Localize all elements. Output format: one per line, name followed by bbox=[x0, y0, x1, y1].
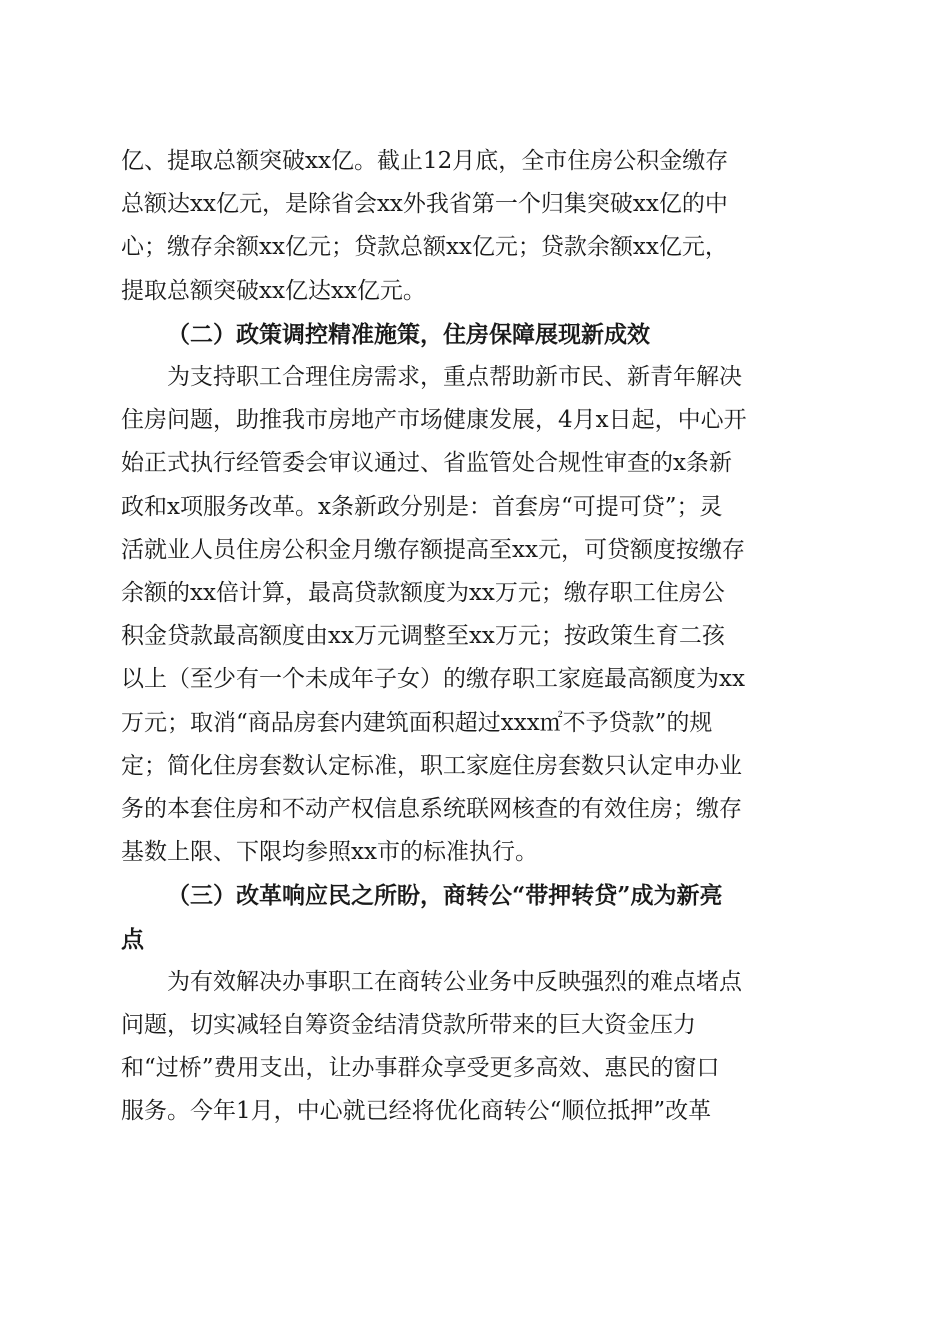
section-heading-3: （三）改革响应民之所盼，商转公“带押转贷”成为新亮 点 bbox=[121, 882, 723, 953]
paragraph-policy: 为支持职工合理住房需求，重点帮助新市民、新青年解决 住房问题，助推我市房地产市场健康发展，4月x日起，中心开 始正式执行经管委会审议通过、省监管处合规性审查的x条新 政和x项服务改革。x条新政分别是：首套房“可提可贷”；灵 活就业人员住房公积金月缴存额提高至xx元，可贷额度按缴存 余额的xx倍计算，最高贷款额度为xx万元；缴存职工住房公 积金贷款最高额度由xx万元调整至xx万元；按政策生育二孩 以上（至少有一个未成年子女）的缴存职工家庭最高额度为xx 万元；取消“商品房套内建筑面积超过xxx㎡不予贷款”的规 定；简化住房套数认定标准，职工家庭住房套数只认定申办业 务的本套住房和不动产权信息系统联网核查的有效住房；缴存 基数上限、下限均参照xx市的标准执行。 bbox=[121, 364, 747, 866]
paragraph-continued: 亿、提取总额突破xx亿。截止12月底，全市住房公积金缴存 总额达xx亿元，是除省会xx外我省第一个归集突破xx亿的中 心；缴存余额xx亿元；贷款总额xx亿元；贷款余额xx亿元， 提取总额突破xx亿达xx亿元。 bbox=[121, 148, 729, 304]
document-body bbox=[121, 140, 831, 1134]
paragraph-reform: 为有效解决办事职工在商转公业务中反映强烈的难点堵点 问题，切实减轻自筹资金结清贷款所带来的巨大资金压力 和“过桥”费用支出，让办事群众享受更多高效、惠民的窗口 服务。今年1月，中心就已经将优化商转公“顺位抵押”改革 bbox=[121, 968, 742, 1125]
section-heading-2: （二）政策调控精准施策，住房保障展现新成效 bbox=[167, 320, 650, 348]
